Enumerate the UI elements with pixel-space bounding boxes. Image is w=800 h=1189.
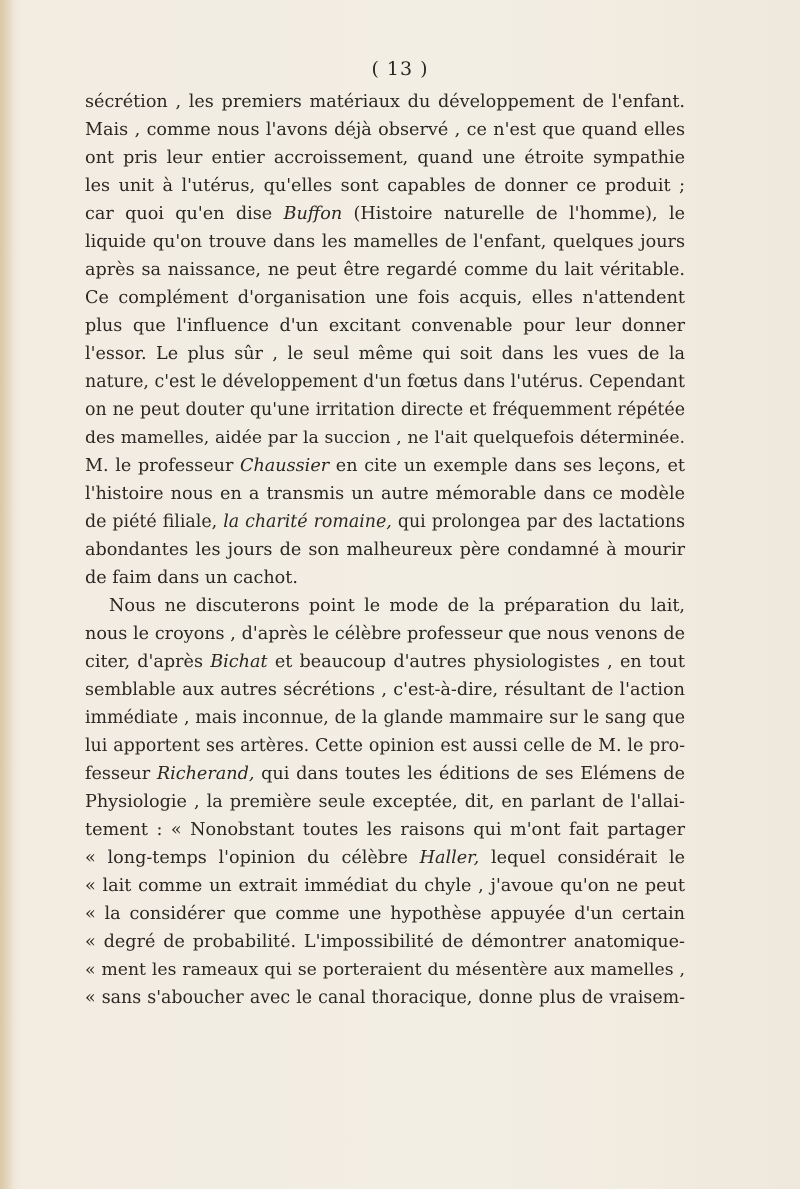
body-text: [85, 88, 685, 1012]
text-line: « long-temps l'opinion du célèbre Haller, lequel considérait le: [85, 848, 685, 868]
text-line: Ce complément d'organisation une fois acquis, elles n'attendent: [85, 288, 685, 308]
text-line: de faim dans un cachot.: [85, 568, 298, 588]
author-name-chaussier: Chaussier: [240, 456, 330, 476]
text-line: ont pris leur entier accroissement, quand une étroite sympathie: [85, 148, 685, 168]
text-line: Nous ne discuterons point le mode de la préparation du lait,: [109, 596, 685, 616]
italic-charite-romaine: la charité romaine,: [223, 512, 392, 532]
text-line: car quoi qu'en dise Buffon (Histoire naturelle de l'homme), le: [85, 204, 685, 224]
text-line: « la considérer que comme une hypothèse appuyée d'un certain: [85, 904, 685, 924]
text-line: nous le croyons , d'après le célèbre professeur que nous venons de: [85, 624, 685, 644]
text-line: citer, d'après Bichat et beaucoup d'autres physiologistes , en tout: [85, 652, 686, 672]
text-line: sécrétion , les premiers matériaux du développement de l'enfant.: [85, 92, 685, 112]
text-line: « ment les rameaux qui se porteraient du mésentère aux mamelles ,: [85, 960, 685, 980]
text-line: l'essor. Le plus sûr , le seul même qui soit dans les vues de la: [85, 344, 685, 364]
binding-gutter: [0, 0, 14, 1189]
text-line: « lait comme un extrait immédiat du chyle , j'avoue qu'on ne peut: [85, 876, 685, 896]
text-line: immédiate , mais inconnue, de la glande mammaire sur le sang que: [85, 708, 685, 728]
text-line: « sans s'aboucher avec le canal thoracique, donne plus de vraisem-: [85, 988, 685, 1008]
text-line: les unit à l'utérus, qu'elles sont capables de donner ce produit ;: [85, 176, 685, 196]
text-line: Mais , comme nous l'avons déjà observé , ce n'est que quand elles: [85, 120, 685, 140]
page-number: ( 13 ): [371, 58, 429, 80]
text-line: liquide qu'on trouve dans les mamelles de l'enfant, quelques jours: [85, 232, 685, 252]
text-line: plus que l'influence d'un excitant convenable pour leur donner: [85, 316, 685, 336]
author-name-richerand: Richerand,: [156, 764, 255, 784]
text-line: abondantes les jours de son malheureux père condamné à mourir: [85, 540, 685, 560]
text-line: fesseur Richerand, qui dans toutes les éditions de ses Elémens de: [85, 764, 686, 784]
text-line: M. le professeur Chaussier en cite un exemple dans ses leçons, et: [85, 456, 685, 476]
text-line: « degré de probabilité. L'impossibilité de démontrer anatomique-: [85, 932, 685, 952]
text-line: des mamelles, aidée par la succion , ne l'ait quelquefois déterminée.: [85, 428, 685, 448]
author-name-haller: Haller,: [419, 848, 480, 868]
text-line: tement : « Nonobstant toutes les raisons qui m'ont fait partager: [85, 820, 685, 840]
text-line: semblable aux autres sécrétions , c'est-à-dire, résultant de l'action: [85, 680, 685, 700]
author-name-buffon: Buffon: [283, 204, 343, 224]
text-line: après sa naissance, ne peut être regardé comme du lait véritable.: [85, 260, 685, 280]
text-line: lui apportent ses artères. Cette opinion est aussi celle de M. le pro-: [85, 736, 685, 756]
text-line: on ne peut douter qu'une irritation directe et fréquemment répétée: [85, 400, 685, 420]
author-name-bichat: Bichat: [210, 652, 268, 672]
text-line: Physiologie , la première seule exceptée, dit, en parlant de l'allai-: [85, 792, 685, 812]
text-line: de piété filiale, la charité romaine, qui prolongea par des lactations: [85, 512, 685, 532]
text-line: nature, c'est le développement d'un fœtus dans l'utérus. Cependant: [85, 372, 685, 392]
text-line: l'histoire nous en a transmis un autre mémorable dans ce modèle: [85, 484, 685, 504]
